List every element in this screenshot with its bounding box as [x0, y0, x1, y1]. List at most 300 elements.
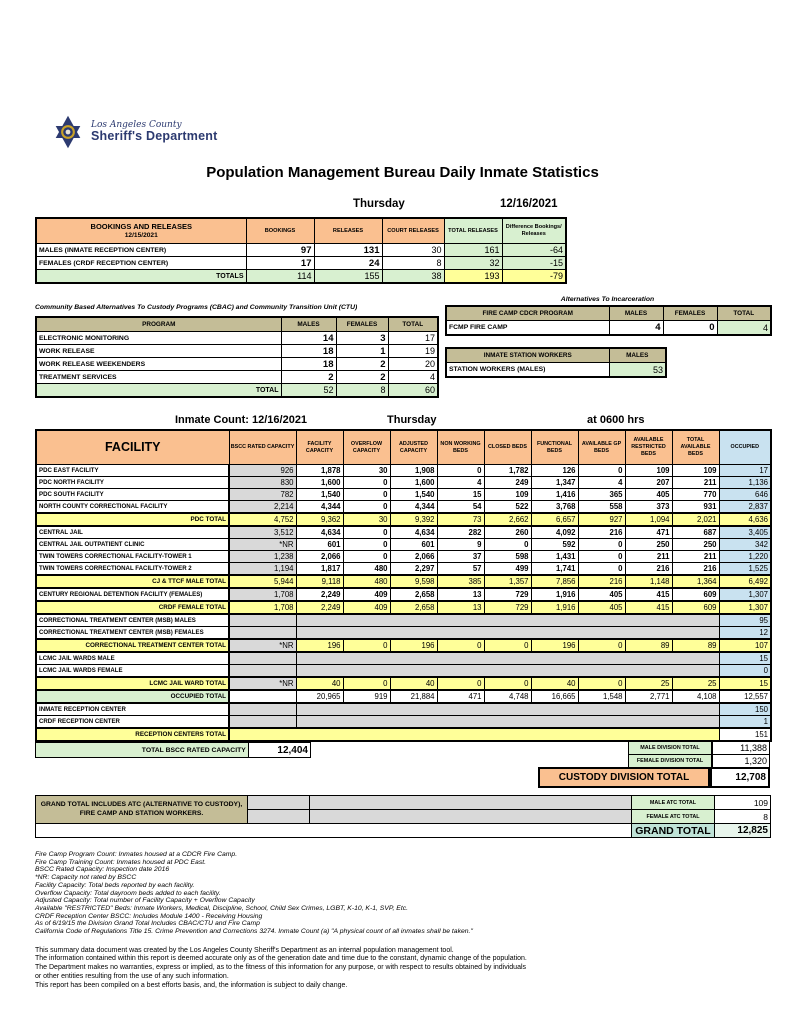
facility-cell: 1,347	[531, 477, 578, 489]
facility-occupied-cell: 1,307	[719, 588, 771, 601]
cbac-row-label: WORK RELEASE WEEKENDERS	[36, 358, 281, 371]
facility-cell: 4,634	[390, 526, 437, 539]
facility-row	[36, 551, 771, 563]
facility-label: NORTH COUNTY CORRECTIONAL FACILITY	[36, 501, 229, 514]
facility-bscc-cell: 1,238	[229, 551, 296, 563]
facility-total-label: CORRECTIONAL TREATMENT CENTER TOTAL	[36, 639, 229, 652]
facility-total-cell: 2,021	[672, 513, 719, 526]
facility-cell: 0	[578, 551, 625, 563]
bookings-totals-cell: -79	[502, 270, 566, 284]
bookings-cell: 24	[314, 257, 382, 270]
bookings-totals-cell: 155	[314, 270, 382, 284]
facility-total-cell: 0	[578, 677, 625, 690]
alternatives-section	[445, 296, 770, 398]
facility-total-cell: 1,148	[625, 575, 672, 588]
facility-total-cell: 0	[343, 639, 390, 652]
facility-total-cell: 729	[484, 601, 531, 614]
filler-cell	[248, 810, 310, 824]
agency-logo	[53, 112, 770, 152]
facility-cell: 249	[484, 477, 531, 489]
facility-cell: 1,916	[531, 588, 578, 601]
facility-column-header: FACILITY CAPACITY	[296, 430, 343, 465]
fire-camp-row-label: FCMP FIRE CAMP	[446, 321, 609, 336]
facility-label: PDC SOUTH FACILITY	[36, 489, 229, 501]
facility-cell: 211	[672, 551, 719, 563]
facility-total-cell: 216	[578, 575, 625, 588]
facility-label: LCMC JAIL WARDS MALE	[36, 652, 229, 665]
cbac-cell: 18	[281, 345, 336, 358]
facility-empty-span	[296, 703, 719, 716]
disclaimer-line: This summary data document was created by the Los Angeles County Sheriff's Department as an internal population management tool.	[35, 946, 454, 954]
footnote-line: Adjusted Capacity: Total number of Facility Capacity + Overflow Capacity	[35, 897, 255, 905]
facility-occupied-cell: 12	[719, 627, 771, 640]
facility-cell: 216	[578, 526, 625, 539]
disclaimer-line: The Department makes no warranties, express or implied, as to the fitness of this information for any purpose, or with respect to results obtained by individuals	[35, 964, 527, 972]
facility-total-cell: 0	[578, 639, 625, 652]
custody-division-total-row	[538, 767, 770, 788]
cbac-row	[36, 358, 438, 371]
facility-total-cell: 1,357	[484, 575, 531, 588]
facility-occupied-cell: 95	[719, 614, 771, 627]
facility-occupied-cell: 107	[719, 639, 771, 652]
facility-cell: 0	[343, 526, 390, 539]
facility-occupied-cell: 2,837	[719, 501, 771, 514]
footnotes	[35, 851, 770, 936]
facility-cell: 415	[625, 588, 672, 601]
facility-row	[36, 526, 771, 539]
cbac-row	[36, 345, 438, 358]
filler-cell	[310, 810, 632, 824]
facility-cell: 598	[484, 551, 531, 563]
footnote-line: Facility Capacity: Total beds reported by each facility.	[35, 881, 195, 889]
custody-division-total-value: 12,708	[710, 767, 770, 788]
facility-total-label: CRDF FEMALE TOTAL	[36, 601, 229, 614]
facility-cell: 405	[625, 489, 672, 501]
facility-occupied-cell: 1,136	[719, 477, 771, 489]
cbac-header-row	[36, 317, 438, 332]
facility-total-cell: 1,094	[625, 513, 672, 526]
filler-cell	[310, 796, 632, 810]
bookings-row	[36, 257, 566, 270]
facility-label: CENTRAL JAIL OUTPATIENT CLINIC	[36, 539, 229, 551]
facility-label: PDC EAST FACILITY	[36, 465, 229, 477]
facility-total-row	[36, 639, 771, 652]
facility-cell: 260	[484, 526, 531, 539]
report-day-row	[35, 198, 770, 211]
facility-bscc-cell	[229, 652, 296, 665]
station-workers-header-row	[446, 348, 666, 363]
facility-total-row	[36, 677, 771, 690]
bookings-totals-cell: 114	[246, 270, 314, 284]
bookings-header-row	[36, 218, 566, 244]
station-workers-table	[445, 347, 667, 378]
cbac-column-header: MALES	[281, 317, 336, 332]
fire-camp-column-header: MALES	[609, 306, 663, 321]
facility-cell: 1,782	[484, 465, 531, 477]
footnote-line: BSCC Rated Capacity: Inspection date 2016	[35, 866, 170, 874]
facility-bscc-cell	[229, 627, 296, 640]
facility-cell: 4,092	[531, 526, 578, 539]
facility-cell: 471	[625, 526, 672, 539]
grand-row-1	[36, 796, 771, 810]
bookings-cell: 131	[314, 244, 382, 257]
facility-occupied-cell: 646	[719, 489, 771, 501]
occupied-total-cell: 1,548	[578, 690, 625, 703]
facility-cell: 0	[343, 539, 390, 551]
facility-column-header: TOTAL AVAILABLE BEDS	[672, 430, 719, 465]
facility-label: LCMC JAIL WARDS FEMALE	[36, 665, 229, 678]
facility-cell: 30	[343, 465, 390, 477]
facility-cell: 0	[343, 477, 390, 489]
facility-column-header: OVERFLOW CAPACITY	[343, 430, 390, 465]
bookings-column-header: COURT RELEASES	[382, 218, 444, 244]
facility-cell: 601	[296, 539, 343, 551]
facility-row	[36, 665, 771, 678]
facility-cell: 1,431	[531, 551, 578, 563]
facility-column-header: OCCUPIED	[719, 430, 771, 465]
bookings-totals-cell: 193	[444, 270, 502, 284]
grand-row-3	[36, 824, 771, 838]
facility-cell: 2,066	[390, 551, 437, 563]
fire-camp-row	[446, 321, 771, 336]
facility-day-caption: Thursday	[387, 414, 437, 426]
facility-cell: 1,817	[296, 563, 343, 576]
facility-cell: 250	[625, 539, 672, 551]
station-workers-header: INMATE STATION WORKERS	[446, 348, 609, 363]
bookings-cell: 17	[246, 257, 314, 270]
facility-cell: 931	[672, 501, 719, 514]
agency-department: Sheriff's Department	[91, 129, 218, 144]
facility-row	[36, 563, 771, 576]
occupied-total-cell: 2,771	[625, 690, 672, 703]
facility-total-cell: 0	[343, 677, 390, 690]
facility-total-cell: 0	[437, 677, 484, 690]
custody-division-total-label: CUSTODY DIVISION TOTAL	[538, 767, 710, 788]
facility-occupied-cell: 15	[719, 677, 771, 690]
cbac-cell: 3	[336, 332, 388, 345]
bookings-row	[36, 244, 566, 257]
bookings-column-header: TOTAL RELEASES	[444, 218, 502, 244]
facility-row	[36, 489, 771, 501]
bookings-cell: 30	[382, 244, 444, 257]
facility-total-cell: 6,657	[531, 513, 578, 526]
female-division-total-row	[628, 754, 770, 768]
facility-cell: 1,600	[390, 477, 437, 489]
cbac-cell: 4	[388, 371, 438, 384]
footnote-line: CRDF Reception Center BSCC: Includes Module 1400 - Receiving Housing	[35, 912, 263, 920]
occupied-total-cell: 4,748	[484, 690, 531, 703]
cbac-total-cell: 52	[281, 384, 336, 398]
male-atc-total-value: 109	[715, 796, 771, 810]
facility-cell: 601	[390, 539, 437, 551]
facility-column-header: ADJUSTED CAPACITY	[390, 430, 437, 465]
facility-bscc-cell	[229, 690, 296, 703]
facility-total-cell: 89	[625, 639, 672, 652]
cbac-cell: 14	[281, 332, 336, 345]
fire-camp-table	[445, 305, 772, 336]
footnote-line: California Code of Regulations Title 15. Crime Prevention and Corrections 3274. Inmate Count (a) "A physical count of all inmates shall be taken."	[35, 928, 473, 936]
cbac-cell: 2	[336, 358, 388, 371]
facility-row	[36, 716, 771, 729]
facility-cell: 207	[625, 477, 672, 489]
occupied-total-cell: 20,965	[296, 690, 343, 703]
facility-cell: 1,878	[296, 465, 343, 477]
female-atc-total-label: FEMALE ATC TOTAL	[632, 810, 715, 824]
facility-cell: 687	[672, 526, 719, 539]
facility-occupied-cell: 1,525	[719, 563, 771, 576]
facility-cell: 2,066	[296, 551, 343, 563]
facility-cell: 770	[672, 489, 719, 501]
bookings-cell: -64	[502, 244, 566, 257]
facility-label: TWIN TOWERS CORRECTIONAL FACILITY-TOWER 2	[36, 563, 229, 576]
bookings-cell: 161	[444, 244, 502, 257]
facility-total-cell: 2,662	[484, 513, 531, 526]
facility-column-header: BSCC RATED CAPACITY	[229, 430, 296, 465]
cbac-row-label: ELECTRONIC MONITORING	[36, 332, 281, 345]
reception-total-value: 151	[719, 728, 771, 741]
facility-cell: 499	[484, 563, 531, 576]
facility-total-label: LCMC JAIL WARD TOTAL	[36, 677, 229, 690]
grand-total-value: 12,825	[715, 824, 771, 838]
cbac-column-header: TOTAL	[388, 317, 438, 332]
facility-cell: 4,634	[296, 526, 343, 539]
facility-empty-span	[296, 627, 719, 640]
facility-cell: 4,344	[296, 501, 343, 514]
facility-total-cell: 9,392	[390, 513, 437, 526]
facility-table	[35, 429, 772, 742]
occupied-total-label: OCCUPIED TOTAL	[36, 690, 229, 703]
facility-cell: 0	[578, 563, 625, 576]
bscc-total-value: 12,404	[248, 743, 310, 758]
station-workers-row-label: STATION WORKERS (MALES)	[446, 363, 609, 378]
bookings-row-label: FEMALES (CRDF RECEPTION CENTER)	[36, 257, 246, 270]
bookings-column-header: RELEASES	[314, 218, 382, 244]
facility-cell: 1,908	[390, 465, 437, 477]
bookings-title-cell	[36, 218, 246, 244]
facility-cell: 211	[625, 551, 672, 563]
cbac-section	[35, 296, 437, 398]
facility-bscc-cell: 782	[229, 489, 296, 501]
facility-cell: 1,741	[531, 563, 578, 576]
footnote-line: Fire Camp Program Count: Inmates housed at a CDCR Fire Camp.	[35, 851, 238, 858]
facility-bscc-cell: 2,214	[229, 501, 296, 514]
facility-label: PDC NORTH FACILITY	[36, 477, 229, 489]
occupied-total-cell: 471	[437, 690, 484, 703]
station-workers-row	[446, 363, 666, 378]
cbac-row-label: TREATMENT SERVICES	[36, 371, 281, 384]
bookings-subtitle: 12/15/2021	[124, 232, 158, 240]
facility-cell: 211	[672, 477, 719, 489]
occupied-total-value: 12,557	[719, 690, 771, 703]
facility-row	[36, 652, 771, 665]
facility-row	[36, 501, 771, 514]
facility-occupied-cell: 150	[719, 703, 771, 716]
cbac-table	[35, 316, 439, 398]
facility-total-cell: 25	[672, 677, 719, 690]
facility-cell: 1,416	[531, 489, 578, 501]
facility-total-cell: 480	[343, 575, 390, 588]
bookings-row-label: MALES (INMATE RECEPTION CENTER)	[36, 244, 246, 257]
facility-total-cell: 0	[437, 639, 484, 652]
facility-bscc-cell	[229, 703, 296, 716]
bscc-total-table	[35, 742, 311, 758]
reception-total-label: RECEPTION CENTERS TOTAL	[36, 728, 229, 741]
facility-bscc-cell: 4,752	[229, 513, 296, 526]
facility-row	[36, 588, 771, 601]
facility-cell: 373	[625, 501, 672, 514]
facility-occupied-total-row	[36, 690, 771, 703]
footnote-line: Overflow Capacity: Total dayroom beds added to each facility.	[35, 889, 221, 897]
station-workers-column: MALES	[609, 348, 666, 363]
facility-occupied-cell: 15	[719, 652, 771, 665]
cbac-total-cell: 8	[336, 384, 388, 398]
facility-total-cell: 1,364	[672, 575, 719, 588]
facility-cell: 1,540	[296, 489, 343, 501]
inmate-count-caption: Inmate Count: 12/16/2021	[175, 414, 308, 426]
cbac-cell: 17	[388, 332, 438, 345]
agency-name	[91, 121, 217, 144]
facility-occupied-cell: 3,405	[719, 526, 771, 539]
bookings-totals-row	[36, 270, 566, 284]
occupied-total-cell: 919	[343, 690, 390, 703]
facility-bscc-cell: *NR	[229, 639, 296, 652]
filler-cell	[248, 796, 310, 810]
bookings-totals-cell: 38	[382, 270, 444, 284]
facility-bscc-cell	[229, 614, 296, 627]
facility-cell: 2,297	[390, 563, 437, 576]
facility-bscc-cell: *NR	[229, 677, 296, 690]
grand-total-label: GRAND TOTAL	[632, 824, 715, 838]
cbac-total-label: TOTAL	[36, 384, 281, 398]
facility-total-label: PDC TOTAL	[36, 513, 229, 526]
facility-empty-span	[296, 614, 719, 627]
facility-total-cell: 196	[296, 639, 343, 652]
male-division-total-label: MALE DIVISION TOTAL	[628, 741, 712, 755]
disclaimer	[35, 947, 770, 991]
facility-bscc-cell: 830	[229, 477, 296, 489]
facility-cell: 54	[437, 501, 484, 514]
alternatives-title: Alternatives To Incarceration	[560, 296, 655, 303]
facility-cell: 216	[672, 563, 719, 576]
facility-cell: 4	[437, 477, 484, 489]
facility-total-cell: 89	[672, 639, 719, 652]
facility-cell: 282	[437, 526, 484, 539]
facility-cell: 126	[531, 465, 578, 477]
facility-span-cell	[229, 728, 719, 741]
facility-cell: 0	[578, 465, 625, 477]
facility-total-cell: 927	[578, 513, 625, 526]
facility-time-caption: at 0600 hrs	[587, 414, 645, 426]
facility-cell: 216	[625, 563, 672, 576]
facility-total-cell: 0	[484, 677, 531, 690]
facility-column-header: CLOSED BEDS	[484, 430, 531, 465]
station-workers-value: 53	[609, 363, 666, 378]
facility-total-cell: 7,856	[531, 575, 578, 588]
male-division-total-row	[628, 741, 770, 755]
bscc-total-label: TOTAL BSCC RATED CAPACITY	[36, 743, 249, 758]
fire-camp-cell: 0	[663, 321, 717, 336]
bookings-cell: -15	[502, 257, 566, 270]
cbac-row-label: WORK RELEASE	[36, 345, 281, 358]
facility-total-cell: 196	[531, 639, 578, 652]
cbac-cell: 2	[336, 371, 388, 384]
facility-row	[36, 465, 771, 477]
facility-cell: 0	[484, 539, 531, 551]
cbac-row	[36, 332, 438, 345]
facility-bscc-cell: 5,944	[229, 575, 296, 588]
occupied-total-cell: 21,884	[390, 690, 437, 703]
facility-cell: 2,249	[296, 588, 343, 601]
disclaimer-line: or other entities resulting from the use of any such information.	[35, 972, 229, 980]
facility-occupied-cell: 17	[719, 465, 771, 477]
facility-column-header: FACILITY	[36, 430, 229, 465]
facility-total-cell: 40	[531, 677, 578, 690]
facility-total-cell: 13	[437, 601, 484, 614]
facility-cell: 37	[437, 551, 484, 563]
totals-section	[35, 742, 770, 788]
facility-total-row	[36, 601, 771, 614]
reception-total-row	[36, 728, 771, 741]
facility-cell: 4,344	[390, 501, 437, 514]
facility-cell: 0	[578, 539, 625, 551]
facility-cell: 250	[672, 539, 719, 551]
bookings-title: BOOKINGS AND RELEASES	[90, 222, 192, 232]
facility-cell: 109	[672, 465, 719, 477]
facility-total-row	[36, 575, 771, 588]
facility-column-header: AVAILABLE GP BEDS	[578, 430, 625, 465]
fire-camp-cell: 4	[609, 321, 663, 336]
facility-cell: 0	[343, 501, 390, 514]
disclaimer-line: The information contained within this report is deemed accurate only as of the generation date and time due to the constant, dynamic change of the population.	[35, 955, 527, 963]
facility-label: CORRECTIONAL TREATMENT CENTER (MSB) FEMALES	[36, 627, 229, 640]
facility-cell: 0	[343, 551, 390, 563]
facility-total-cell: 385	[437, 575, 484, 588]
footnote-line: As of 6/19/15 the Division Grand Total Includes CBAC/CTU and Fire Camp	[35, 920, 260, 928]
facility-label: CORRECTIONAL TREATMENT CENTER (MSB) MALES	[36, 614, 229, 627]
facility-total-cell: 609	[672, 601, 719, 614]
facility-total-cell: 415	[625, 601, 672, 614]
facility-cell: 522	[484, 501, 531, 514]
facility-row	[36, 703, 771, 716]
facility-total-cell: 405	[578, 601, 625, 614]
facility-cell: 4	[578, 477, 625, 489]
facility-occupied-cell: 6,492	[719, 575, 771, 588]
facility-row	[36, 477, 771, 489]
facility-occupied-cell: 342	[719, 539, 771, 551]
facility-empty-span	[296, 652, 719, 665]
facility-empty-span	[296, 716, 719, 729]
bookings-cell: 97	[246, 244, 314, 257]
cbac-column-header: PROGRAM	[36, 317, 281, 332]
facility-cell: 1,600	[296, 477, 343, 489]
grand-total-note: GRAND TOTAL INCLUDES ATC (ALTERNATIVE TO CUSTODY), FIRE CAMP AND STATION WORKERS.	[36, 796, 248, 824]
cbac-cell: 1	[336, 345, 388, 358]
facility-occupied-cell: 1,307	[719, 601, 771, 614]
facility-row	[36, 614, 771, 627]
mid-section	[35, 296, 770, 398]
facility-cell: 57	[437, 563, 484, 576]
facility-column-header: FUNCTIONAL BEDS	[531, 430, 578, 465]
fire-camp-column-header: TOTAL	[717, 306, 771, 321]
page-title: Population Management Bureau Daily Inmate Statistics	[206, 164, 599, 181]
facility-cell: 2,658	[390, 588, 437, 601]
facility-header-row	[36, 430, 771, 465]
cbac-title: Community Based Alternatives To Custody Programs (CBAC) and Community Transition Unit (CTU)	[35, 304, 358, 311]
occupied-total-cell: 4,108	[672, 690, 719, 703]
bookings-cell: 32	[444, 257, 502, 270]
facility-cell: 405	[578, 588, 625, 601]
facility-bscc-cell: 3,512	[229, 526, 296, 539]
